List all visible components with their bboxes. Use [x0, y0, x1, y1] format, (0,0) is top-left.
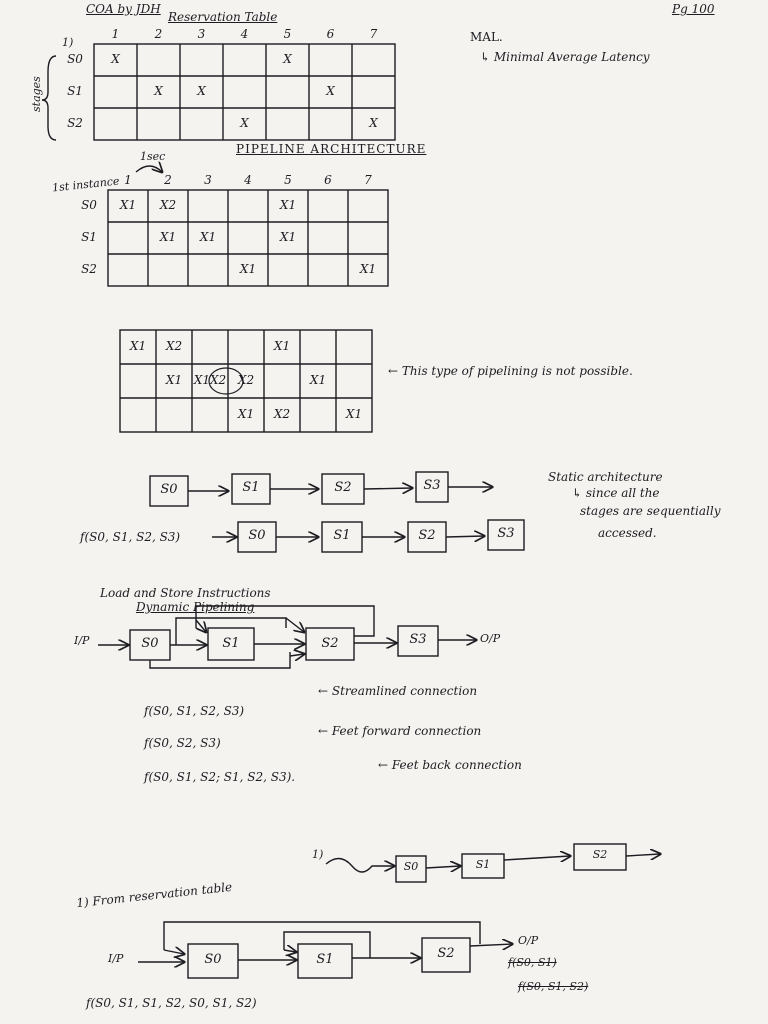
conflict-table-cell: X1	[129, 339, 147, 353]
pipeline-architecture-cell: X1	[279, 230, 297, 244]
reservation-table-column-label: 4	[240, 27, 249, 41]
reservation-table-column-label: 5	[283, 27, 292, 41]
pipeline-architecture-cell: X1	[239, 262, 257, 276]
reservation-table-title: Reservation Table	[168, 10, 278, 24]
pipeline-architecture-cell: X1	[359, 262, 377, 276]
pipeline-architecture-column-label: 2	[164, 173, 172, 187]
static1-stage-2: S2	[334, 480, 352, 495]
static-note-line4: accessed.	[598, 526, 657, 540]
conflict-table-cell: X1	[345, 407, 363, 421]
page-header-title: COA by JDH	[86, 2, 161, 16]
mal-title: MAL.	[470, 30, 503, 44]
pipeline-architecture-column-label: 1	[124, 173, 132, 187]
static1-stage-1: S1	[242, 480, 260, 495]
instance-label: 1st instance	[51, 174, 121, 195]
pipeline-architecture-column-label: 3	[204, 173, 212, 187]
reservation-table-column-label: 7	[369, 27, 378, 41]
reservation-table-stage-label: S2	[67, 116, 83, 130]
static-note-line2: ↳ since all the	[572, 486, 660, 500]
chain-marker: 1)	[312, 848, 324, 861]
struck-function-1: f(S0, S1)	[508, 956, 557, 969]
dynamic-note-3: ← Feet back connection	[378, 758, 522, 772]
pipeline-architecture-cell: X1	[199, 230, 217, 244]
reservation-table-cell: X	[369, 116, 378, 130]
static2-stage-3: S3	[497, 526, 515, 541]
dynamic-output-label: O/P	[480, 632, 501, 645]
mini-chain-stage-1: S1	[475, 858, 491, 871]
dynamic-function-1: f(S0, S1, S2, S3)	[144, 704, 245, 718]
conflict-table-cell: X2	[273, 407, 291, 421]
static1-stage-0: S0	[160, 482, 178, 497]
dynamic-stage-1: S1	[222, 636, 240, 651]
mini-chain-stage-0: S0	[403, 860, 419, 873]
static2-stage-1: S1	[333, 528, 351, 543]
conflict-table-cell: X1X2	[193, 373, 227, 387]
dynamic-input-label: I/P	[74, 634, 90, 647]
derived-stage-2: S2	[437, 946, 455, 961]
reservation-table-cell: X	[197, 84, 206, 98]
conflict-table-cell: X2	[237, 373, 255, 387]
reservation-table-cell: X	[154, 84, 163, 98]
dynamic-stage-3: S3	[409, 632, 427, 647]
dynamic-heading-1: Load and Store Instructions	[100, 586, 271, 600]
pipeline-architecture-column-label: 5	[284, 173, 292, 187]
pipeline-architecture-cell: X2	[159, 198, 177, 212]
derived-output-label: O/P	[518, 934, 539, 947]
pipeline-architecture-stage-label: S2	[81, 262, 97, 276]
dynamic-stage-0: S0	[141, 636, 159, 651]
conflict-note: ← This type of pipelining is not possible.	[388, 364, 633, 378]
cycle-label: 1sec	[140, 150, 166, 163]
conflict-table-cell: X2	[165, 339, 183, 353]
dynamic-heading-2: Dynamic Pipelining	[136, 600, 255, 614]
reservation-index-marker: 1)	[62, 36, 74, 49]
mini-chain-stage-2: S2	[592, 848, 608, 861]
pipeline-architecture-column-label: 7	[364, 173, 372, 187]
derived-function-label: f(S0, S1, S1, S2, S0, S1, S2)	[86, 996, 257, 1010]
reservation-table-column-label: 3	[197, 27, 206, 41]
static2-stage-0: S0	[248, 528, 266, 543]
reservation-table-stage-label: S1	[67, 84, 83, 98]
conflict-table-cell: X1	[309, 373, 327, 387]
reservation-table-cell: X	[283, 52, 292, 66]
pipeline-architecture-stage-label: S1	[81, 230, 97, 244]
conflict-table-cell: X1	[237, 407, 255, 421]
dynamic-stage-2: S2	[321, 636, 339, 651]
reservation-table-stage-label: S0	[67, 52, 83, 66]
static1-stage-3: S3	[423, 478, 441, 493]
stages-side-label: stages	[30, 76, 43, 112]
reservation-table-column-label: 6	[326, 27, 335, 41]
conflict-table-cell: X1	[165, 373, 183, 387]
reservation-table-column-label: 2	[154, 27, 163, 41]
reservation-table-cell: X	[111, 52, 120, 66]
conflict-table-cell: X1	[273, 339, 291, 353]
dynamic-note-1: ← Streamlined connection	[318, 684, 478, 698]
derived-input-label: I/P	[108, 952, 124, 965]
reservation-table-column-label: 1	[111, 27, 120, 41]
static2-stage-2: S2	[418, 528, 436, 543]
pipeline-architecture-title: PIPELINE ARCHITECTURE	[236, 142, 427, 156]
reservation-derived-heading: 1) From reservation table	[75, 879, 233, 911]
static-note-line3: stages are sequentially	[580, 504, 721, 518]
pipeline-architecture-cell: X1	[279, 198, 297, 212]
derived-stage-0: S0	[204, 952, 222, 967]
struck-function-2: f(S0, S1, S2)	[518, 980, 589, 993]
pipeline-architecture-cell: X1	[159, 230, 177, 244]
pipeline-architecture-stage-label: S0	[81, 198, 97, 212]
pipeline-architecture-cell: X1	[119, 198, 137, 212]
dynamic-note-2: ← Feet forward connection	[318, 724, 482, 738]
pipeline-architecture-column-label: 6	[324, 173, 332, 187]
derived-stage-1: S1	[316, 952, 334, 967]
reservation-table-cell: X	[240, 116, 249, 130]
dynamic-function-3: f(S0, S1, S2; S1, S2, S3).	[144, 770, 296, 784]
mal-definition: ↳ Minimal Average Latency	[480, 50, 650, 64]
dynamic-function-2: f(S0, S2, S3)	[144, 736, 221, 750]
static-function-label: f(S0, S1, S2, S3)	[80, 530, 181, 544]
reservation-table-cell: X	[326, 84, 335, 98]
page-number: Pg 100	[672, 2, 715, 16]
static-note-line1: Static architecture	[548, 470, 663, 484]
pipeline-architecture-column-label: 4	[244, 173, 252, 187]
